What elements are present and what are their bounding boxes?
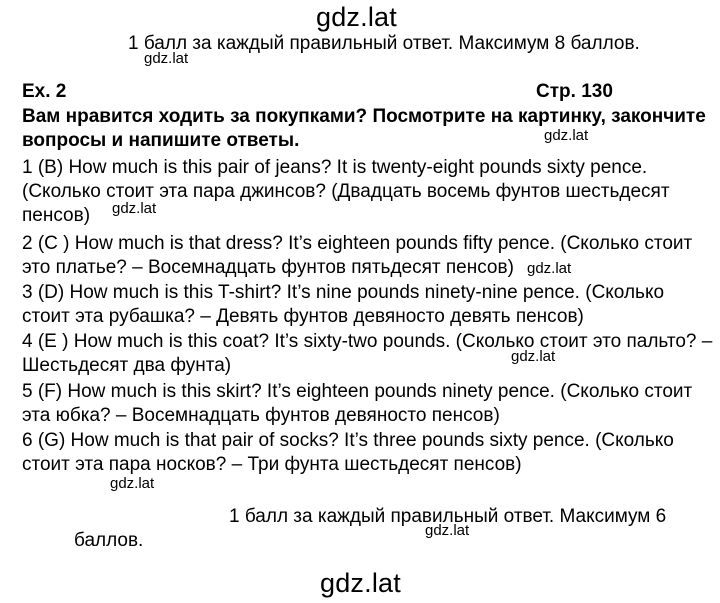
answer-1-line-2: (Сколько стоит эта пара джинсов? (Двадцать восемь фунтов шестьдесят: [22, 181, 670, 202]
bottom-score-line-1: 1 балл за каждый правильный ответ. Максимум 6: [229, 506, 667, 527]
watermark-small: gdz.lat: [544, 127, 589, 144]
exercise-label: Ex. 2: [22, 81, 67, 102]
answer-6-line-1: 6 (G) How much is that pair of socks? It’s three pounds sixty pence. (Сколько: [22, 430, 674, 451]
watermark-small: gdz.lat: [110, 475, 155, 492]
answer-6-line-2: стоит эта пара носков? – Три фунта шестьдесят пенсов): [22, 454, 522, 475]
answer-4-line-2: Шестьдесят два фунта): [22, 355, 232, 376]
watermark-small: gdz.lat: [511, 348, 556, 365]
instruction-line-2: вопросы и напишите ответы.: [22, 130, 300, 151]
answer-3-line-2: стоит эта рубашка? – Девять фунтов девяносто девять пенсов): [22, 306, 584, 327]
page-label: Стр. 130: [536, 81, 613, 102]
bottom-score-line-2: баллов.: [74, 530, 144, 551]
watermark-small: gdz.lat: [425, 522, 470, 539]
watermark-bottom: gdz.lat: [320, 568, 401, 598]
answer-1-line-3: пенсов): [22, 205, 91, 226]
answer-2-line-2: это платье? – Восемнадцать фунтов пятьдесят пенсов): [22, 257, 514, 278]
answer-2-line-1: 2 (C ) How much is that dress? It’s eighteen pounds fifty pence. (Сколько стоит: [22, 233, 693, 254]
watermark-small: gdz.lat: [112, 200, 157, 217]
answer-5-line-1: 5 (F) How much is this skirt? It’s eighteen pounds ninety pence. (Сколько стоит: [22, 381, 693, 402]
watermark-small: gdz.lat: [527, 260, 572, 277]
answer-3-line-1: 3 (D) How much is this T-shirt? It’s nine pounds ninety-nine pence. (Сколько: [22, 282, 665, 303]
answer-4-line-1: 4 (E ) How much is this coat? It’s sixty-two pounds. (Сколько стоит это пальто? –: [22, 331, 713, 352]
instruction-line-1: Вам нравится ходить за покупками? Посмотрите на картинку, закончите: [22, 106, 706, 127]
answer-1-line-1: 1 (B) How much is this pair of jeans? It is twenty-eight pounds sixty pence.: [22, 157, 648, 178]
watermark-small: gdz.lat: [144, 50, 189, 67]
answer-5-line-2: эта юбка? – Восемнадцать фунтов девяносто пенсов): [22, 405, 500, 426]
top-score-line: 1 балл за каждый правильный ответ. Максимум 8 баллов.: [128, 33, 640, 54]
watermark-top: gdz.lat: [316, 2, 397, 32]
